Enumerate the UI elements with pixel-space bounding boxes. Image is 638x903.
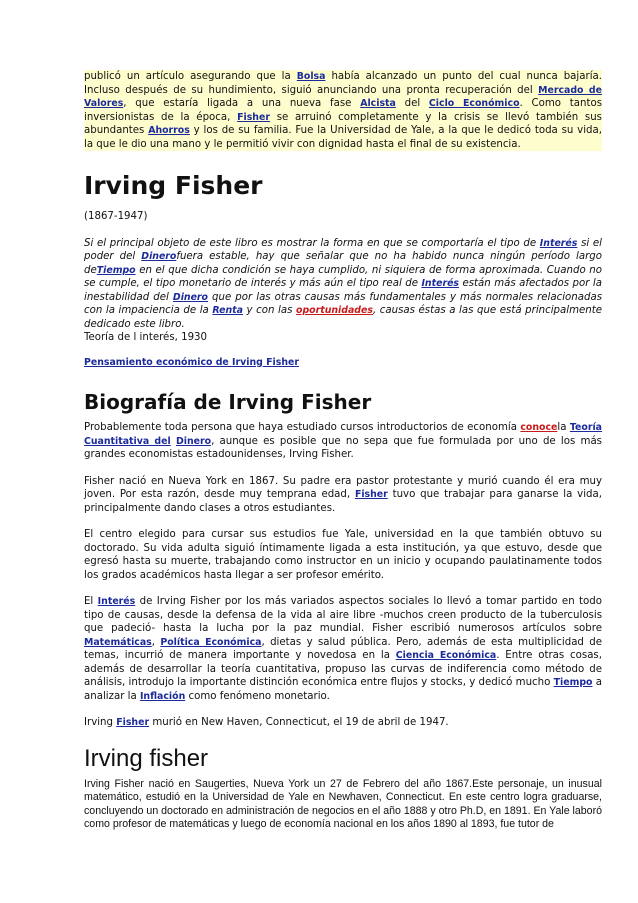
link-conoce[interactable]: conoce — [520, 422, 558, 433]
link-interes[interactable]: Interés — [97, 596, 136, 607]
link-fisher[interactable]: Fisher — [116, 717, 150, 728]
link-mercado-de-valores[interactable]: Mercado de Valores — [84, 84, 602, 109]
link-pensamiento-economico[interactable]: Pensamiento económico de Irving Fisher — [84, 356, 299, 368]
bio-paragraph-arial: Irving Fisher nació en Saugerties, Nueva York un 27 de Febrero del año 1867.Este personaje, un inusual matemático, estudió en la Universidad de Yale en Newhaven, Connecticut. En este centro logra graduarse, concluyendo un doctorado en administración de negocios en el año 1888 y otro Ph.D, en 1891. En Yale laboró como profesor de matemáticas y luego de economía nacional en los años 1890 al 1893, fue tutor de — [84, 777, 602, 831]
link-fisher[interactable]: Fisher — [237, 111, 270, 123]
link-dinero[interactable]: Dinero — [172, 291, 208, 303]
link-ahorros[interactable]: Ahorros — [148, 125, 190, 136]
link-oportunidades[interactable]: oportunidades — [296, 305, 373, 316]
bio-paragraph-5: Irving Fisher murió en New Haven, Connecticut, el 19 de abril de 1947. — [84, 717, 449, 728]
bio-paragraph-4: El Interés de Irving Fisher por los más variados aspectos sociales lo llevó a tomar partido en todo tipo de causas, desde la defensa de la vida al aire libre -muchos creen producto de la tuberculosis que padeció- hasta la lucha por la paz mundial. Fisher escribió numerosos artículos sobre Matemáticas, Política Económica, dietas y salud pública. Pero, además de esta multiplicidad de temas, incurrió de manera importante y novedosa en la Ciencia Económica. Entre otras cosas, además de desarrollar la teoría cuantitativa, propuso las curvas de indiferencia como método de análisis, introdujo la importante distinción económica entre flujos y stocks, y dedicó mucho Tiempo a analizar la Inflación como fenómeno monetario. — [84, 596, 603, 702]
link-dinero[interactable]: Dinero — [141, 251, 177, 262]
quote-source: Teoría de l interés, 1930 — [84, 332, 208, 343]
link-interes[interactable]: Interés — [539, 237, 578, 249]
link-fisher[interactable]: Fisher — [354, 489, 388, 500]
section-title-biografia: Biografía de Irving Fisher — [84, 390, 372, 414]
link-interes[interactable]: Interés — [421, 278, 460, 289]
link-renta[interactable]: Renta — [212, 305, 243, 316]
link-tiempo[interactable]: Tiempo — [553, 677, 593, 688]
link-matematicas[interactable]: Matemáticas — [84, 636, 152, 648]
link-tiempo[interactable]: Tiempo — [96, 264, 136, 276]
link-inflacion[interactable]: Inflación — [139, 690, 186, 702]
link-teoria-cuantitativa[interactable]: Teoría Cuantitativa del — [84, 422, 602, 447]
fisher-quote: Si el principal objeto de este libro es mostrar la forma en que se comportaría el tipo de Interés si el poder del Dinerofuera estable, hay que señalar que no ha habido nunca ningún período largo deTiempo en el que dicha condición se haya cumplido, ni siquiera de forma aproximada. Cuando no se cumple, el tipo monetario de interés y más aún el tipo real de Interés están más afectados por la inestabilidad del Dinero que por las otras causas más fundamentales y más normales relacionadas con la impaciencia de la Renta y con las oportunidades, causas éstas a las que está principalmente dedicado este libro. — [84, 237, 602, 330]
bio-paragraph-2: Fisher nació en Nueva York en 1867. Su padre era pastor protestante y murió cuando él era muy joven. Por esta razón, desde muy temprana edad, Fisher tuvo que trabajar para ganarse la vida, principalmente dando clases a otros estudiantes. — [84, 475, 602, 514]
link-row — [84, 356, 602, 370]
link-dinero[interactable]: Dinero — [175, 435, 212, 447]
section-title-irving-fisher-lower: Irving fisher — [84, 744, 209, 772]
link-politica-economica[interactable]: Política Económica — [160, 636, 262, 648]
link-ciencia-economica[interactable]: Ciencia Económica — [395, 650, 497, 661]
bio-paragraph-1: Probablemente toda persona que haya estudiado cursos introductorios de economía conocela Teoría Cuantitativa del Dinero, aunque es posible que no sepa que fue formulada por uno de los más grandes economistas estadounidenses, Irving Fisher. — [84, 422, 602, 460]
link-ciclo-economico[interactable]: Ciclo Económico — [428, 98, 520, 109]
life-years: (1867-1947) — [84, 211, 148, 222]
section-title-irving-fisher: Irving Fisher — [84, 171, 263, 200]
bio-paragraph-3: El centro elegido para cursar sus estudios fue Yale, universidad en la que también obtuvo su doctorado. Su vida adulta siguió íntimamente ligada a esta institución, ya que estuvo, desde que egresó hasta su muerte, trabajando como instructor en un inicio y ocupando paulatinamente todos los grados académicos hasta llegar a ser profesor emérito. — [84, 529, 602, 581]
link-bolsa[interactable]: Bolsa — [296, 71, 326, 82]
intro-paragraph: publicó un artículo asegurando que la Bolsa había alcanzado un punto del cual nunca bajaría. Incluso después de su hundimiento, siguió anunciando una pronta recuperación del Mercado de Valores, que estaría ligada a una nueva fase Alcista del Ciclo Económico. Como tantos inversionistas de la época, Fisher se arruinó completamente y la crisis se llevó también sus abundantes Ahorros y los de su familia. Fue la Universidad de Yale, a la que le dedicó toda su vida, la que le dio una mano y le permitió vivir con dignidad hasta el final de su existencia. — [84, 71, 603, 150]
document-page — [84, 70, 602, 832]
link-alcista[interactable]: Alcista — [360, 98, 396, 109]
